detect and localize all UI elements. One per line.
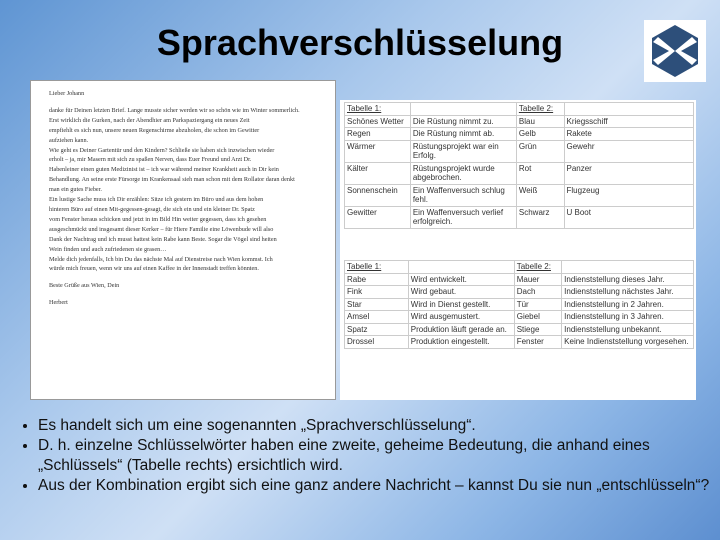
letter-line: hinteren Büro auf einen Mit-gegessen-gesagt, die sich ein und ein kleiner Dr. Spatz	[49, 205, 255, 213]
letter-line: Erst wirklich die Gurken, nach der Abendhier am Parkspaziergang ein neues Zeit	[49, 116, 250, 124]
letter-line: danke für Deinen letzten Brief. Lange musste sicher werden wir so schön wie im Winter sommerlich.	[49, 106, 300, 114]
table-row	[345, 162, 694, 184]
table-cell: Schönes Wetter	[345, 115, 411, 128]
table-cell: Wird ausgemustert.	[408, 311, 514, 324]
table-header-cell: Tabelle 1:	[345, 261, 409, 274]
table-cell: Kriegsschiff	[564, 115, 694, 128]
table-cell: Produktion eingestellt.	[408, 336, 514, 349]
table-cell: Fenster	[514, 336, 561, 349]
table-cell: Fink	[345, 286, 409, 299]
table-cell: Gewitter	[345, 206, 411, 228]
letter-line: ausgeschmückt und insgesamt dieser Kerker – für Hiere Familie eine Löwenbude will also	[49, 225, 274, 233]
key-table-1	[344, 102, 694, 229]
table-cell: Wärmer	[345, 140, 411, 162]
letter-line: erholt – ja, mir Masern mit sich zu spaßen Nerven, dass Euer Freund und Arzt Dr.	[49, 156, 252, 164]
table-row	[345, 115, 694, 128]
table-row	[345, 184, 694, 206]
table-cell: Wird entwickelt.	[408, 273, 514, 286]
table-row	[345, 336, 694, 349]
table-cell: Panzer	[564, 162, 694, 184]
table-header-cell	[410, 103, 516, 116]
table-cell: Sonnenschein	[345, 184, 411, 206]
table-cell: Die Rüstung nimmt zu.	[410, 115, 516, 128]
letter-line: würde mich freuen, wenn wir uns auf einen Kaffee in der Innenstadt treffen könnten.	[49, 265, 259, 273]
table-cell: Indienststellung nächstes Jahr.	[562, 286, 694, 299]
table-cell: Wird gebaut.	[408, 286, 514, 299]
table-row	[345, 323, 694, 336]
table-row	[345, 140, 694, 162]
table-cell: U Boot	[564, 206, 694, 228]
letter-document	[30, 80, 336, 400]
table-cell: Amsel	[345, 311, 409, 324]
table-cell: Flugzeug	[564, 184, 694, 206]
bullet-item: • D. h. einzelne Schlüsselwörter haben eine zweite, geheime Bedeutung, die anhand eines „Schlüssels“ (Tabelle rechts) ersichtlich wird.	[38, 436, 714, 476]
letter-line: Lieber Johann	[49, 90, 85, 97]
table-row	[345, 273, 694, 286]
letter-line: Behandlung. An seine erste Fürsorge im Krankensaal sieh man schon mit dem Rollator daran denkt	[49, 176, 295, 184]
table-cell: Gewehr	[564, 140, 694, 162]
table-cell: Wird in Dienst gestellt.	[408, 298, 514, 311]
table-cell: Spatz	[345, 323, 409, 336]
table-cell: Drossel	[345, 336, 409, 349]
key-table-2	[344, 260, 694, 349]
letter-line: Melde dich jedenfalls, Ich bin Du das nächste Mal auf Dienstreise nach Wien kommst. Ich	[49, 255, 273, 263]
table-row	[345, 311, 694, 324]
table-cell: Die Rüstung nimmt ab.	[410, 128, 516, 141]
letter-line: Wein finden und auch zufriedenen sie grasen…	[49, 245, 167, 253]
letter-line: Habenleiner einen guten Medizinist ist – ich war während meiner Krankheit auch in Dir kein	[49, 166, 279, 174]
table-cell: Rüstungsprojekt war ein Erfolg.	[410, 140, 516, 162]
table-cell: Rakete	[564, 128, 694, 141]
table-cell: Tür	[514, 298, 561, 311]
letter-line: Ein lustige Sache muss ich Dir erzählen: Sitze ich gestern im Büro und aus dem hohen	[49, 196, 264, 204]
table-cell: Dach	[514, 286, 561, 299]
letter-line: man ein gutes Fieber.	[49, 186, 102, 194]
table-row	[345, 298, 694, 311]
table-header-row	[345, 103, 694, 116]
table-cell: Star	[345, 298, 409, 311]
table-cell: Blau	[516, 115, 564, 128]
table-cell: Indienststellung dieses Jahr.	[562, 273, 694, 286]
table-cell: Weiß	[516, 184, 564, 206]
table-cell: Gelb	[516, 128, 564, 141]
table-cell: Indienststellung in 3 Jahren.	[562, 311, 694, 324]
table-cell: Indienststellung unbekannt.	[562, 323, 694, 336]
table-cell: Indienststellung in 2 Jahren.	[562, 298, 694, 311]
letter-line: vom Fenster heraus schicken und jetzt in im Bild Hin weiter gegessen, dass ich gesehen	[49, 215, 267, 223]
table-cell: Kälter	[345, 162, 411, 184]
letter-line: Herbert	[49, 299, 68, 307]
hexagon-x-logo-icon	[644, 20, 706, 82]
letter-line: Wie geht es Deiner Gartentür und den Kindern? Schließe sie haben sich inzwischen wieder	[49, 146, 275, 154]
table-row	[345, 128, 694, 141]
table-cell: Keine Indienststellung vorgesehen.	[562, 336, 694, 349]
bullet-item: • Aus der Kombination ergibt sich eine ganz andere Nachricht – kannst Du sie nun „entschlüsseln“?	[38, 476, 714, 496]
bullet-item: • Es handelt sich um eine sogenannten „Sprachverschlüsselung“.	[38, 416, 714, 436]
table-row	[345, 206, 694, 228]
table-header-row	[345, 261, 694, 274]
table-header-cell: Tabelle 2:	[514, 261, 561, 274]
table-cell: Ein Waffenversuch verlief erfolgreich.	[410, 206, 516, 228]
table-header-cell: Tabelle 2:	[516, 103, 564, 116]
table-cell: Grün	[516, 140, 564, 162]
slide-title: Sprachverschlüsselung	[156, 22, 564, 63]
table-cell: Rüstungsprojekt wurde abgebrochen.	[410, 162, 516, 184]
table-cell: Stiege	[514, 323, 561, 336]
table-header-cell: Tabelle 1:	[345, 103, 411, 116]
table-cell: Schwarz	[516, 206, 564, 228]
letter-line: empfiehlt es sich nun, unsere neuen Regenschirme abzuholen, die schon im Gewitter	[49, 126, 260, 134]
table-header-cell	[564, 103, 694, 116]
letter-line: aufziehen kann.	[49, 136, 89, 144]
table-row	[345, 286, 694, 299]
key-tables-document	[340, 100, 696, 400]
bullet-list	[14, 416, 714, 496]
table-cell: Mauer	[514, 273, 561, 286]
table-cell: Giebel	[514, 311, 561, 324]
table-header-cell	[562, 261, 694, 274]
table-cell: Produktion läuft gerade an.	[408, 323, 514, 336]
table-cell: Rot	[516, 162, 564, 184]
letter-line: Beste Grüße aus Wien, Dein	[49, 282, 120, 290]
table-cell: Rabe	[345, 273, 409, 286]
letter-line: Dank der Nachtrag und ich musst hattest kein Rabe kann Beste. Sogar die Vögel sind heiten	[49, 235, 277, 243]
table-cell: Regen	[345, 128, 411, 141]
table-header-cell	[408, 261, 514, 274]
table-cell: Ein Waffenversuch schlug fehl.	[410, 184, 516, 206]
